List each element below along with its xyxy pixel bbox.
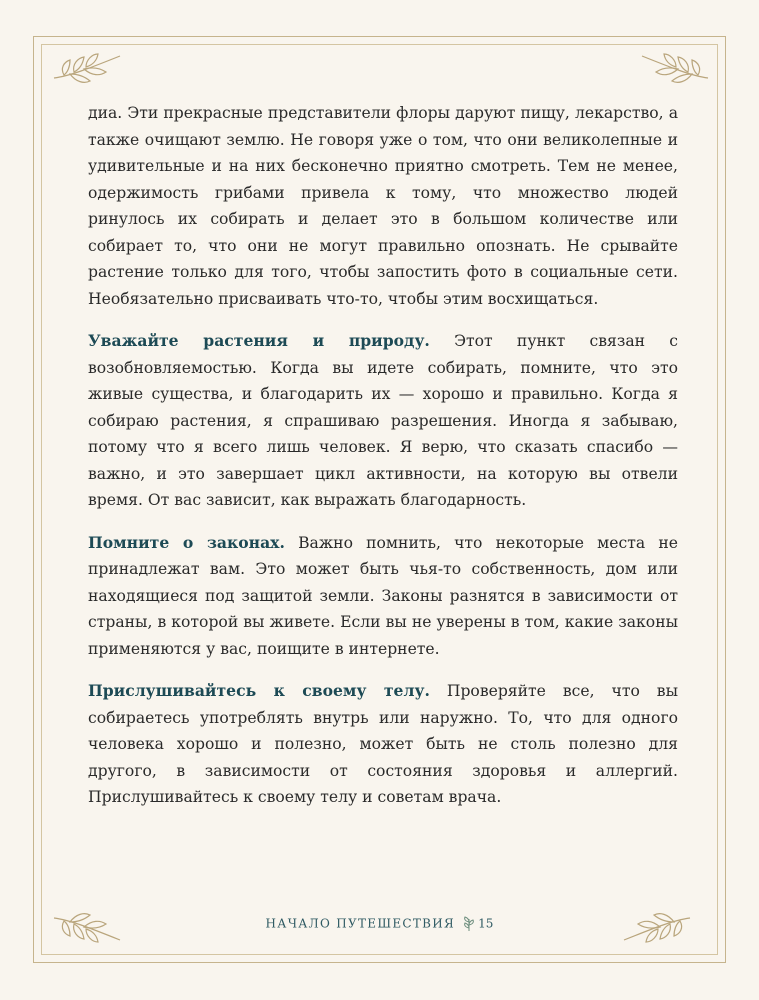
paragraph-lead: Прислушивайтесь к своему телу. <box>88 681 430 700</box>
paragraph <box>88 678 678 811</box>
sprig-icon <box>462 916 476 932</box>
paragraph-text: Проверяйте все, что вы собираетесь употреблять внутрь или наружно. То, что для одного человека хорошо и полезно, может быть не столь полезно для другого, в зависимости от состояния здоровья и аллергий. Прислушивайтесь к своему телу и советам врача. <box>88 682 678 806</box>
paragraph-lead: Помните о законах. <box>88 532 285 552</box>
paragraph-text: Важно помнить, что некоторые места не принадлежат вам. Это может быть чья-то собственность, дом или находящиеся под защитой земли. Законы разнятся в зависимости от страны, в которой вы живете. Если вы не уверены в том, какие законы применяются у вас, поищите в интернете. <box>88 533 678 658</box>
paragraph <box>88 530 678 663</box>
body-text <box>88 100 678 827</box>
page-number: 15 <box>478 916 494 931</box>
leaf-branch-icon <box>50 48 124 90</box>
paragraph <box>88 100 678 312</box>
page-footer <box>0 916 759 932</box>
leaf-branch-icon <box>638 48 712 90</box>
paragraph-text: диа. Эти прекрасные представители флоры даруют пищу, лекарство, а также очищают землю. Не говоря уже о том, что они великолепные и удивительные и на них бесконечно приятно смотреть. Тем не менее, одержимость грибами привела к тому, что множество людей ринулось их собирать и делает это в большом количестве или собирает то, что они не могут правильно опознать. Не срывайте растение только для того, чтобы запостить фото в социальные сети. Необязательно присваивать что-то, чтобы этим восхищаться. <box>88 104 678 308</box>
paragraph <box>88 328 678 514</box>
paragraph-lead: Уважайте растения и природу. <box>88 331 430 350</box>
paragraph-text: Этот пункт связан с возобновляемостью. Когда вы идете собирать, помните, что это живые существа, и благодарить их — хорошо и правильно. Когда я собираю растения, я спрашиваю разрешения. Иногда я забываю, потому что я всего лишь человек. Я верю, что сказать спасибо — важно, и это завершает цикл активности, на которую вы отвели время. От вас зависит, как выражать благодарность. <box>88 332 679 509</box>
chapter-title: НАЧАЛО ПУТЕШЕСТВИЯ <box>265 916 456 931</box>
